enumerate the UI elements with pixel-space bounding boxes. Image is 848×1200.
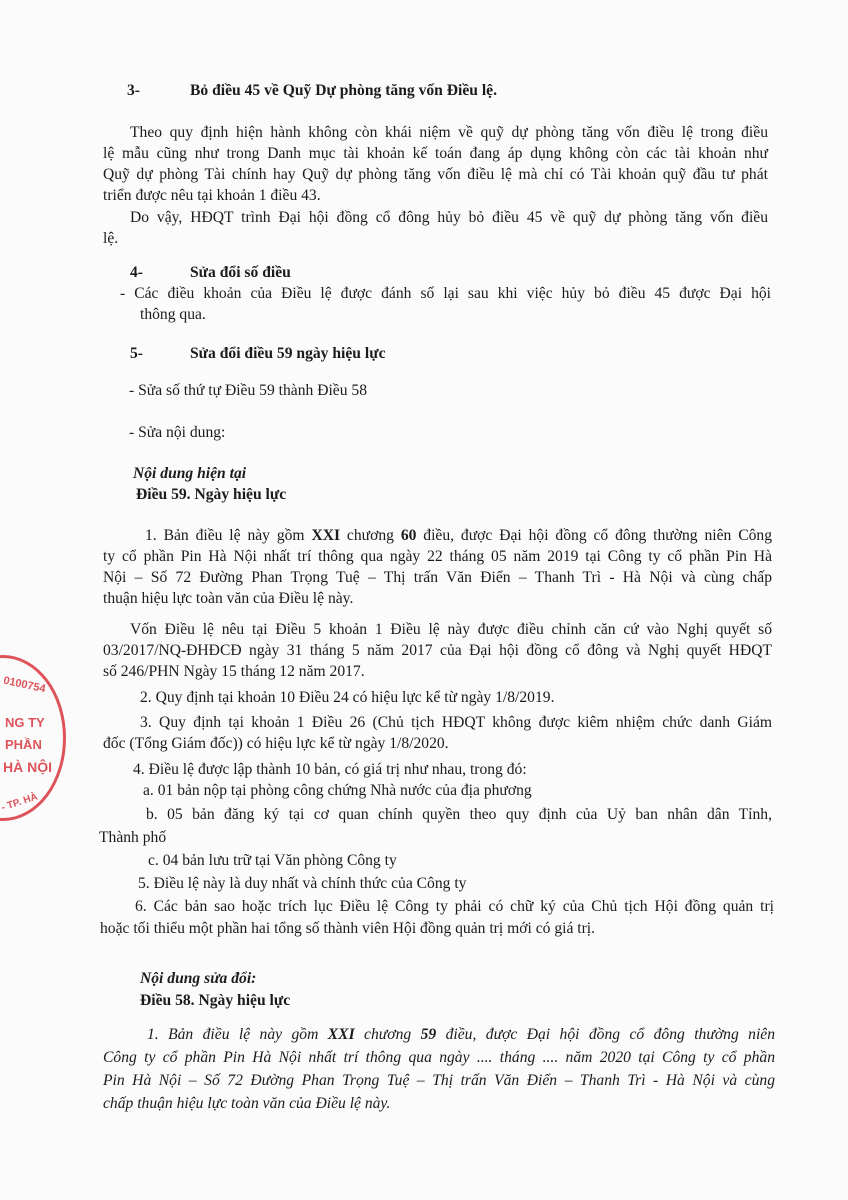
company-seal-stamp xyxy=(0,655,66,821)
stamp-footer: - TP. HÀ xyxy=(0,791,40,814)
section-3-number: 3- xyxy=(127,82,140,99)
current-article-title: Điều 59. Ngày hiệu lực xyxy=(136,486,287,503)
amended-p1-line-1: 1. Bản điều lệ này gồm XXI chương 59 điều, được Đại hội đồng cổ đông thường niên xyxy=(147,1026,776,1043)
amended-p1-line-2: Công ty cổ phần Pin Hà Nội nhất trí thông qua ngày .... tháng .... năm 2020 tại Công ty cổ phần xyxy=(103,1049,775,1066)
section-5-number: 5- xyxy=(130,345,143,362)
section-4-number: 4- xyxy=(130,264,143,281)
section-3-para-2-line-2: lệ. xyxy=(103,230,119,247)
current-capital-line-3: số 246/PHN Ngày 15 tháng 12 năm 2017. xyxy=(103,663,365,680)
amended-article-title: Điều 58. Ngày hiệu lực xyxy=(140,992,291,1009)
current-p2: 2. Quy định tại khoản 10 Điều 24 có hiệu lực kể từ ngày 1/8/2019. xyxy=(140,689,555,706)
section-3-para-1-line-4: triển được nêu tại khoản 1 điều 43. xyxy=(103,187,321,204)
section-3-para-1-line-1: Theo quy định hiện hành không còn khái niệm về quỹ dự phòng tăng vốn điều lệ trong điều xyxy=(130,124,768,141)
amended-p1-line-3: Pin Hà Nội – Số 72 Đường Phan Trọng Tuệ – Thị trấn Văn Điển – Thanh Trì - Hà Nội và cùng xyxy=(103,1072,775,1089)
stamp-line-2: PHẦN xyxy=(5,737,42,752)
section-3-para-2-line-1: Do vậy, HĐQT trình Đại hội đồng cổ đông hủy bỏ điều 45 về quỹ dự phòng tăng vốn điều xyxy=(130,209,768,226)
current-p3-line-2: đốc (Tổng Giám đốc)) có hiệu lực kể từ ngày 1/8/2020. xyxy=(103,735,449,752)
current-p6-line-1: 6. Các bản sao hoặc trích lục Điều lệ Công ty phải có chữ ký của Chủ tịch Hội đồng quản trị xyxy=(135,898,774,915)
stamp-line-1: NG TY xyxy=(5,715,45,730)
current-p3-line-1: 3. Quy định tại khoản 1 Điều 26 (Chủ tịch HĐQT không được kiêm nhiệm chức danh Giám xyxy=(140,714,772,731)
current-capital-line-1: Vốn Điều lệ nêu tại Điều 5 khoản 1 Điều lệ này được điều chỉnh căn cứ vào Nghị quyết số xyxy=(130,621,772,638)
current-p1-line-1: 1. Bản điều lệ này gồm XXI chương 60 điều, được Đại hội đồng cổ đông thường niên Công xyxy=(145,527,772,544)
section-4-text-line-1: - Các điều khoản của Điều lệ được đánh số lại sau khi việc hủy bỏ điều 45 được Đại hội xyxy=(120,285,771,302)
current-p1-line-2: ty cổ phần Pin Hà Nội nhất trí thông qua ngày 22 tháng 05 năm 2019 tại Công ty cổ phần Pin Hà xyxy=(103,548,772,565)
stamp-line-3: HÀ NỘI xyxy=(3,759,52,775)
current-p1-line-3: Nội – Số 72 Đường Phan Trọng Tuệ – Thị trấn Văn Điển – Thanh Trì - Hà Nội và cùng chấp xyxy=(103,569,772,586)
section-4-text-line-2: thông qua. xyxy=(140,306,206,323)
current-p6-line-2: hoặc tối thiểu một phần hai tổng số thành viên Hội đồng quản trị mới có giá trị. xyxy=(100,920,596,937)
current-capital-line-2: 03/2017/NQ-ĐHĐCĐ ngày 31 tháng 5 năm 2017 của Đại hội đồng cổ đông và Nghị quyết HĐQT xyxy=(103,642,772,659)
section-3-para-1-line-2: lệ mẫu cũng như trong Danh mục tài khoản kế toán đang áp dụng không còn các tài khoản như xyxy=(103,145,768,162)
section-3-para-1-line-3: Quỹ dự phòng Tài chính hay Quỹ dự phòng tăng vốn điều lệ mà chỉ có Tài khoản quỹ đầu tư phát xyxy=(103,166,768,183)
current-p4b-line-1: b. 05 bản đăng ký tại cơ quan chính quyền theo quy định của Uỷ ban nhân dân Tỉnh, xyxy=(146,806,772,823)
current-p4b-line-2: Thành phố xyxy=(99,829,167,846)
current-p4: 4. Điều lệ được lập thành 10 bản, có giá trị như nhau, trong đó: xyxy=(133,761,527,778)
section-3-heading: Bỏ điều 45 về Quỹ Dự phòng tăng vốn Điều lệ. xyxy=(190,82,497,99)
current-p1-line-4: thuận hiệu lực toàn văn của Điều lệ này. xyxy=(103,590,354,607)
current-p4a: a. 01 bản nộp tại phòng công chứng Nhà nước của địa phương xyxy=(143,782,532,799)
section-5-item-1: - Sửa số thứ tự Điều 59 thành Điều 58 xyxy=(129,382,368,399)
amended-p1-line-4: chấp thuận hiệu lực toàn văn của Điều lệ này. xyxy=(103,1095,391,1112)
current-p4c: c. 04 bản lưu trữ tại Văn phòng Công ty xyxy=(148,852,397,869)
section-5-heading: Sửa đổi điều 59 ngày hiệu lực xyxy=(190,345,386,362)
current-p5: 5. Điều lệ này là duy nhất và chính thức của Công ty xyxy=(138,875,467,892)
stamp-code: 0100754 xyxy=(2,674,47,696)
amended-content-label: Nội dung sửa đổi: xyxy=(140,970,257,987)
section-4-heading: Sửa đổi số điều xyxy=(190,264,291,281)
section-5-item-2: - Sửa nội dung: xyxy=(129,424,226,441)
current-content-label: Nội dung hiện tại xyxy=(133,465,247,482)
